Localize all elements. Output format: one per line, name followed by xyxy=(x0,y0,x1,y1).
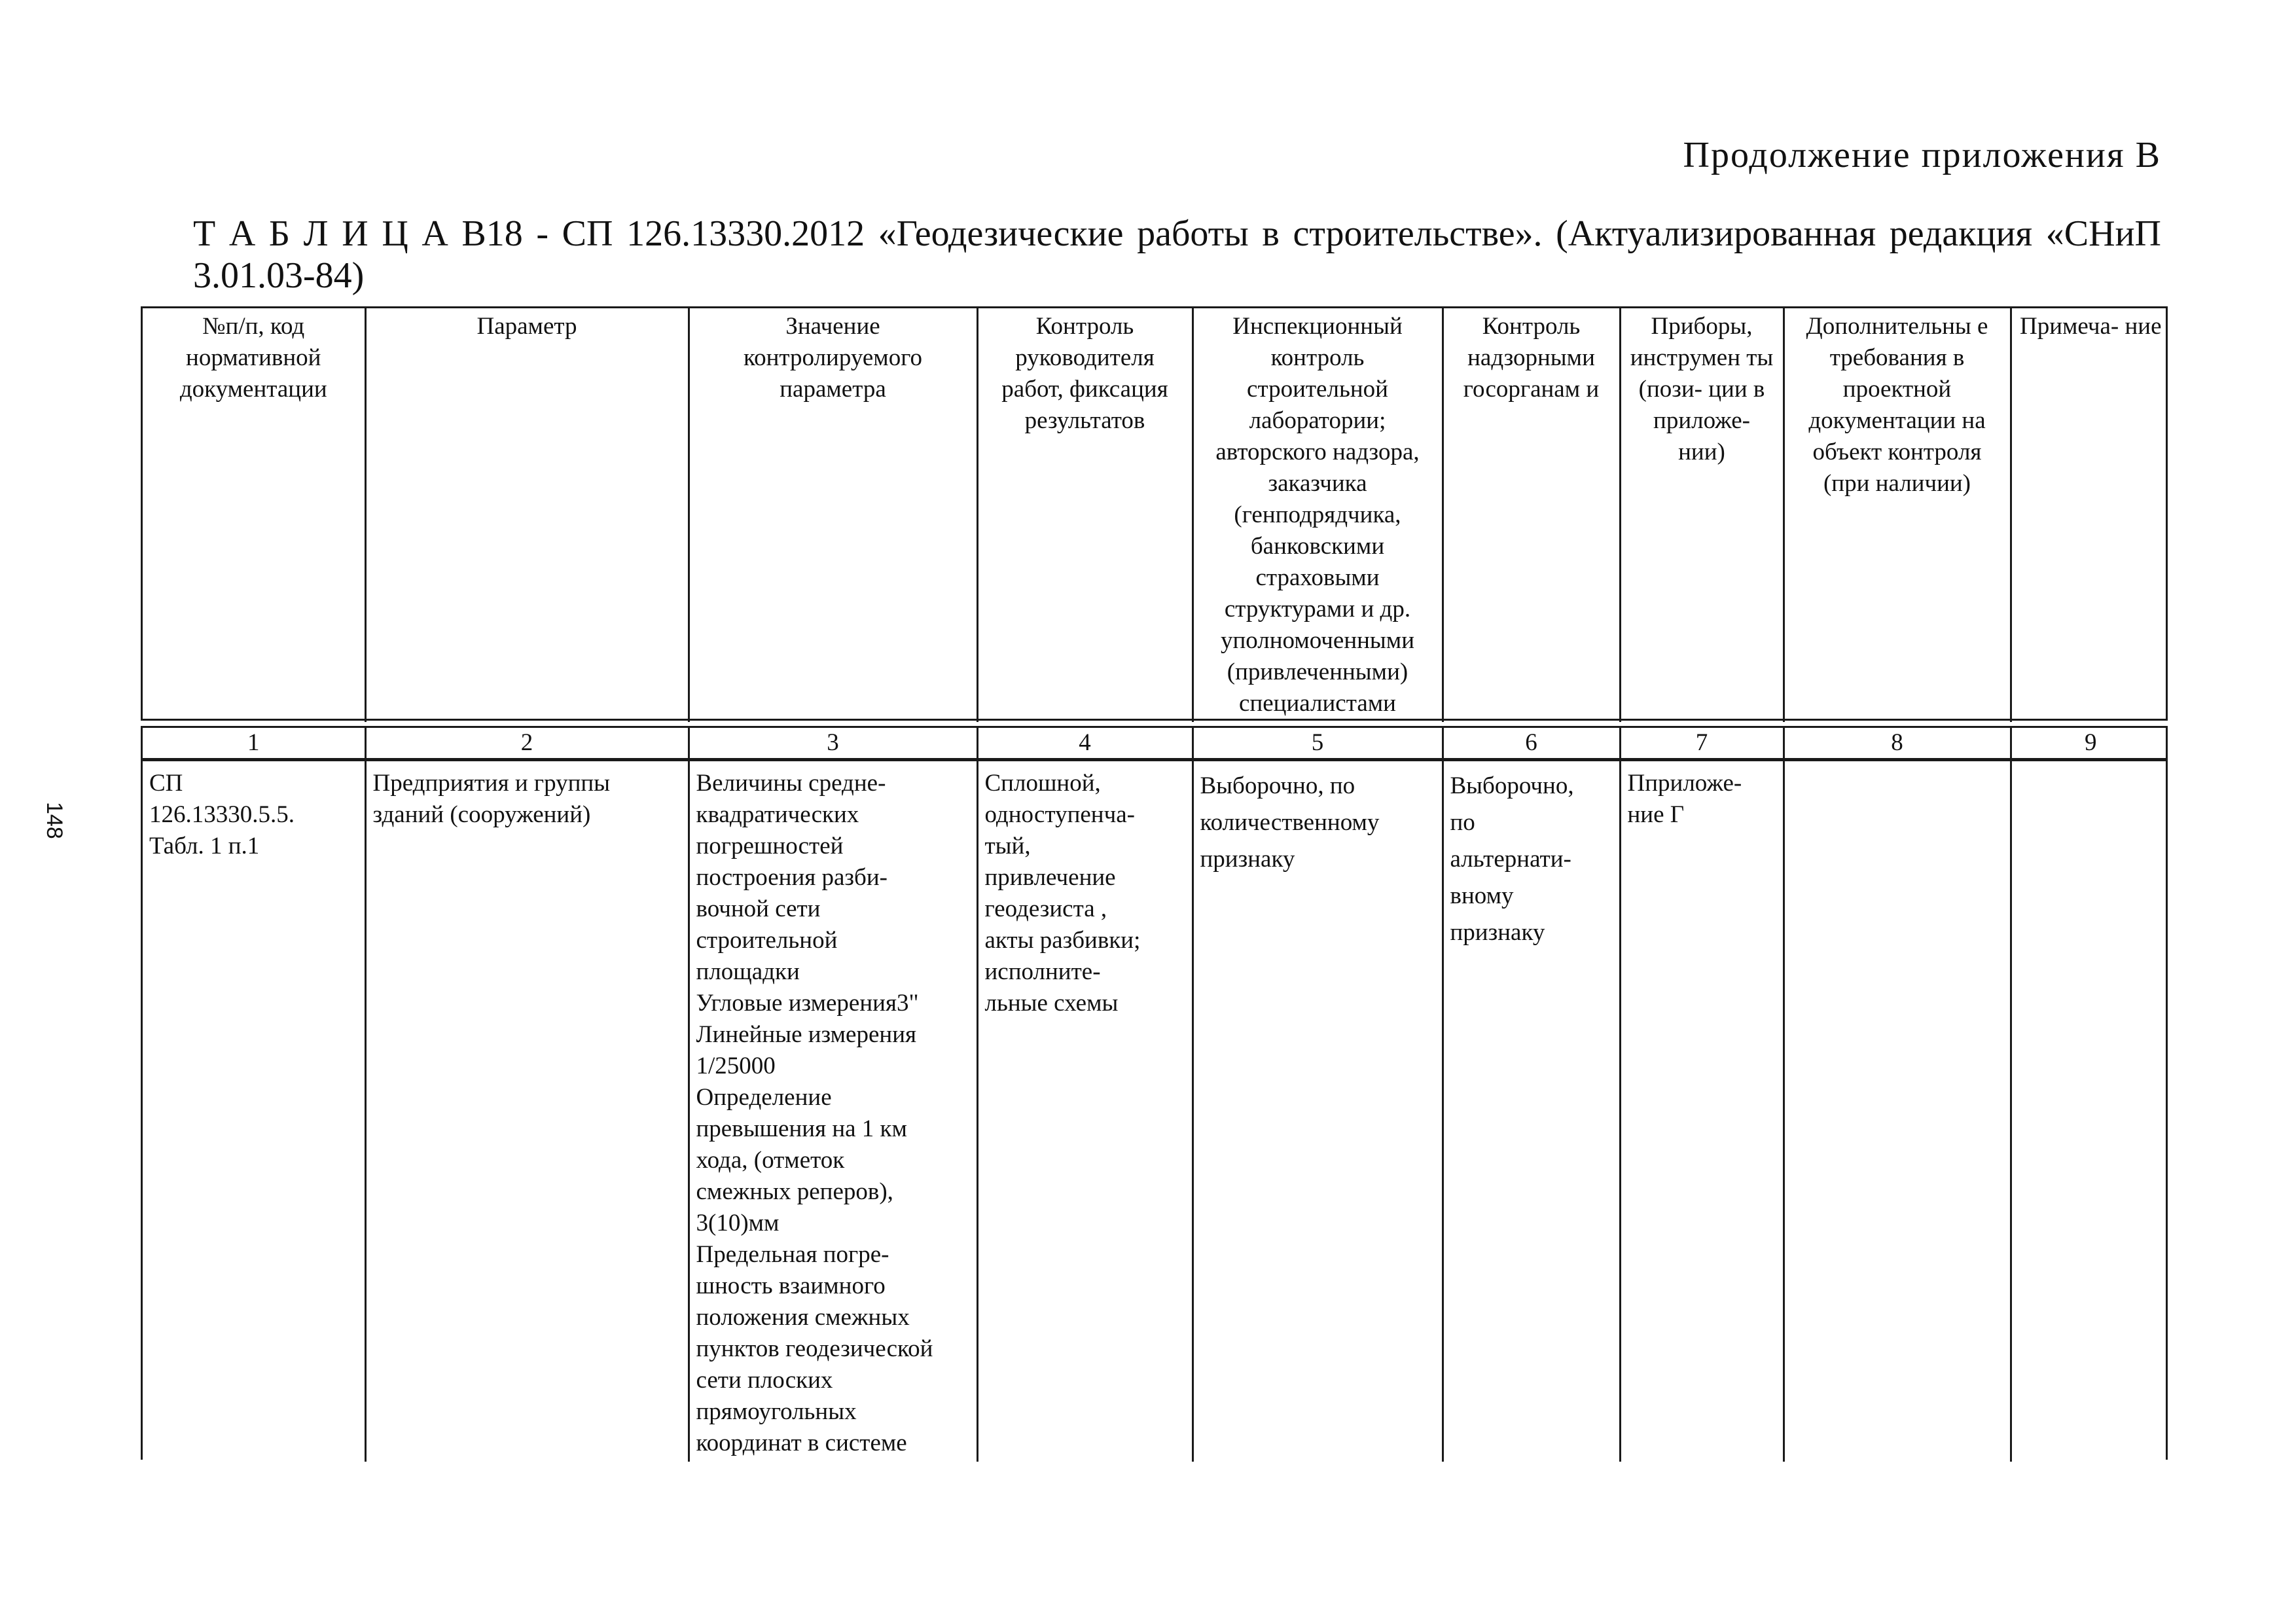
cell-additional-requirements xyxy=(1784,761,2011,1462)
column-number: 3 xyxy=(689,728,977,758)
column-number: 8 xyxy=(1784,728,2011,758)
header-cell-additional-requirements: Дополнительны е требования в проектной документации на объект контроля (при наличии) xyxy=(1784,308,2011,722)
page-number: 148 xyxy=(42,802,67,839)
column-number: 5 xyxy=(1193,728,1443,758)
cell-manager-control: Сплошной, одноступенча- тый, привлечение геодезиста , акты разбивки; исполните- льные схемы xyxy=(977,761,1193,1462)
column-number: 2 xyxy=(365,728,689,758)
column-number: 4 xyxy=(977,728,1193,758)
column-numbers xyxy=(143,728,2170,758)
column-numbers-block xyxy=(141,726,2168,760)
table-title: Т А Б Л И Ц А В18 - СП 126.13330.2012 «Геодезические работы в строительстве». (Актуализированная редакция «СНиП 3.01.03-84) xyxy=(193,213,2161,296)
table-row xyxy=(143,761,2170,1462)
column-number: 7 xyxy=(1620,728,1784,758)
cell-doc-code: СП 126.13330.5.5. Табл. 1 п.1 xyxy=(149,770,295,859)
header-cell-note: Примеча- ние xyxy=(2011,308,2170,722)
column-number: 6 xyxy=(1443,728,1620,758)
table-header-block xyxy=(141,306,2168,721)
column-number: 1 xyxy=(247,729,260,756)
cell-value: Величины средне- квадратических погрешностей построения разби- вочной сети строительной площадки Угловые измерения3" Линейные измерения 1/25000 Определение превышения на 1 км хода, (отметок смежных реперов), 3(10)мм Предельная погре- шность взаимного положения смежных пунктов геодезической сети плоских прямоугольных координат в системе xyxy=(689,761,977,1462)
header-cell-number-code: №п/п, код нормативной документации xyxy=(179,313,327,403)
table-body-block xyxy=(141,759,2168,1460)
header-cell-inspection-control: Инспекционный контроль строительной лаборатории; авторского надзора, заказчика (генподрядчика, банковскими страховыми структурами и др. уполномоченными (привлеченными) специалистами xyxy=(1193,308,1443,722)
header-cell-parameter: Параметр xyxy=(365,308,689,722)
cell-inspection-control: Выборочно, по количественному признаку xyxy=(1193,761,1443,1462)
cell-parameter: Предприятия и группы зданий (сооружений) xyxy=(365,761,689,1462)
appendix-continuation-caption: Продолжение приложения В xyxy=(1683,135,2161,175)
column-number: 9 xyxy=(2011,728,2170,758)
header-cell-state-supervision: Контроль надзорными госорганам и xyxy=(1443,308,1620,722)
cell-note xyxy=(2011,761,2170,1462)
header-cell-manager-control: Контроль руководителя работ, фиксация результатов xyxy=(977,308,1193,722)
table-body xyxy=(143,761,2170,1462)
header-cell-value: Значение контролируемого параметра xyxy=(689,308,977,722)
header-cell-instruments: Приборы, инструмен ты (пози- ции в приложе- нии) xyxy=(1620,308,1784,722)
cell-state-supervision: Выборочно, по альтернати- вному признаку xyxy=(1443,761,1620,1462)
table-header xyxy=(143,308,2170,722)
cell-instruments: Пприложе- ние Г xyxy=(1620,761,1784,1462)
